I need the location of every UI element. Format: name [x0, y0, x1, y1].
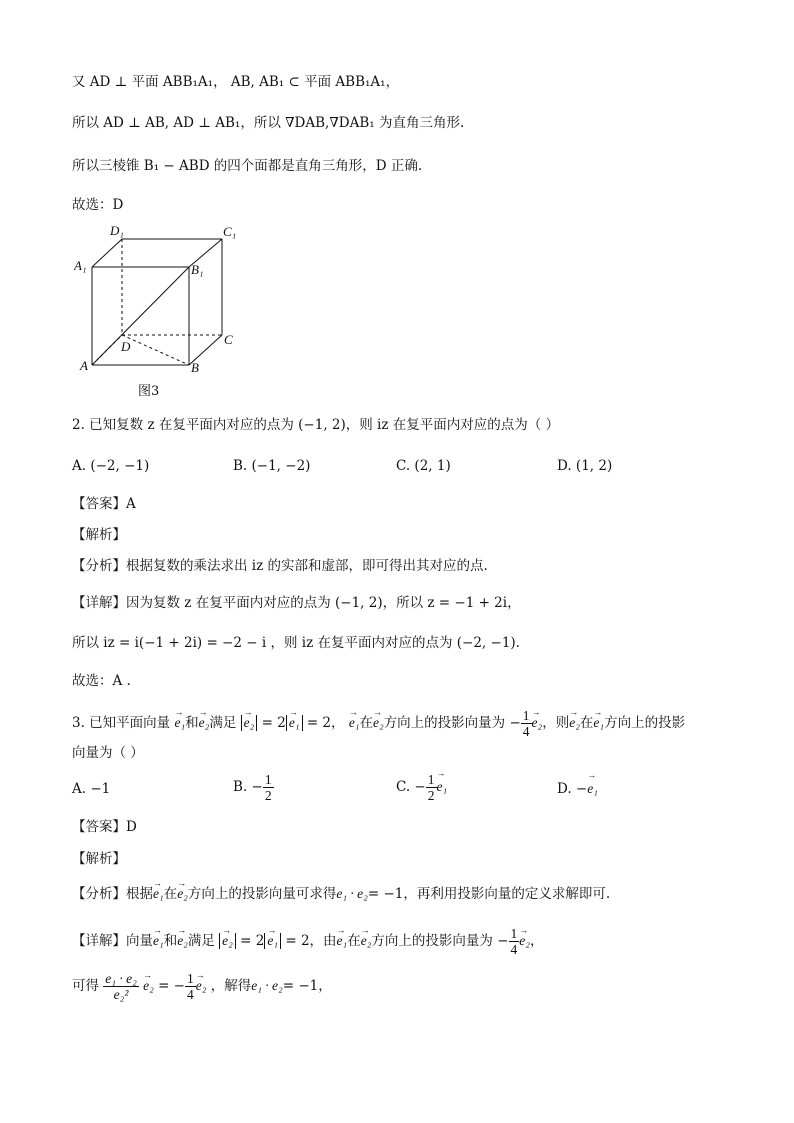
q2-choice: 故选：A . [72, 673, 131, 689]
q2-analysis: 【分析】根据复数的乘法求出 iz 的实部和虚部，即可得出其对应的点. [72, 558, 488, 574]
label-A1: A₁ [74, 258, 87, 273]
q3-stem: 3. 已知平面向量 → e₁和→ e₂满足 → e₂ = 2→ e₁ = 2， → e₁在→ e₂方向上的投影向量为 − $\frac{1}{4}$ → e₂，则→ e₂在→ e₁方向上的投影 [72, 708, 685, 739]
label-C: C [224, 332, 233, 347]
q2-stem: 2. 已知复数 z 在复平面内对应的点为 (−1, 2)，则 iz 在复平面内对应的点为（ ） [72, 417, 560, 433]
solution-line-2: 所以 AD ⊥ AB, AD ⊥ AB₁，所以 ∇DAB,∇DAB₁ 为直角三角形. [72, 115, 465, 131]
q3-option-a: A. −1 [72, 781, 111, 797]
q2-answer: 【答案】A [72, 496, 136, 512]
q3-option-c: C. − $\frac{1}{2}$ → e₁ [396, 772, 447, 803]
solution-line-1: 又 AD ⊥ 平面 ABB₁A₁， AB, AB₁ ⊂ 平面 ABB₁A₁， [72, 74, 400, 90]
q3-answer: 【答案】D [72, 819, 137, 835]
q2-analysis-heading: 【解析】 [72, 527, 126, 543]
q2-option-c: C. (2, 1) [396, 458, 451, 474]
q2-option-a: A. (−2, −1) [72, 458, 150, 474]
q2-detail: 【详解】因为复数 z 在复平面内对应的点为 (−1, 2)，所以 z = −1 + 2i， [72, 595, 521, 611]
q3-stem-2: 向量为（ ） [72, 745, 144, 761]
label-B1: B₁ [191, 262, 204, 277]
q3-option-b: B. − $\frac{1}{2}$ [233, 772, 272, 803]
q3-detail: 【详解】向量→ e₁和→ e₂满足 → e₂ = 2→ e₁ = 2，由→ e₁在→ e₂方向上的投影向量为 − $\frac{1}{4}$ → e₂， [72, 926, 543, 957]
choice-line: 故选：D [72, 197, 124, 213]
label-D: D [121, 339, 131, 354]
q3-analysis: 【分析】根据→ e₁在→ e₂方向上的投影向量可求得e₁ · e₂= −1，再利用投影向量的定义求解即可. [72, 885, 610, 903]
solution-line-3: 所以三棱锥 B₁ − ABD 的四个面都是直角三角形，D 正确. [72, 158, 423, 174]
cube-figure [74, 222, 244, 377]
q2-option-b: B. (−1, −2) [233, 458, 311, 474]
q2-option-d: D. (1, 2) [557, 458, 613, 474]
q2-detail-2: 所以 iz = i(−1 + 2i) = −2 − i ，则 iz 在复平面内对应的点为 (−2, −1). [72, 635, 520, 651]
label-A: A [80, 358, 88, 373]
label-B: B [191, 360, 199, 375]
q3-option-d: D. −→ e₁ [557, 781, 598, 797]
label-C1: C₁ [223, 224, 237, 239]
figure-caption: 图3 [138, 384, 160, 399]
label-D1: D₁ [110, 223, 124, 238]
q3-detail-2: 可得 $\frac{\text{e₁ · e₂}}{\text{e₂²}}$ → e₂ = − $\frac{1}{4}$ → e₂ ，解得e₁ · e₂= −1， [72, 966, 332, 1006]
q3-analysis-heading: 【解析】 [72, 851, 126, 867]
